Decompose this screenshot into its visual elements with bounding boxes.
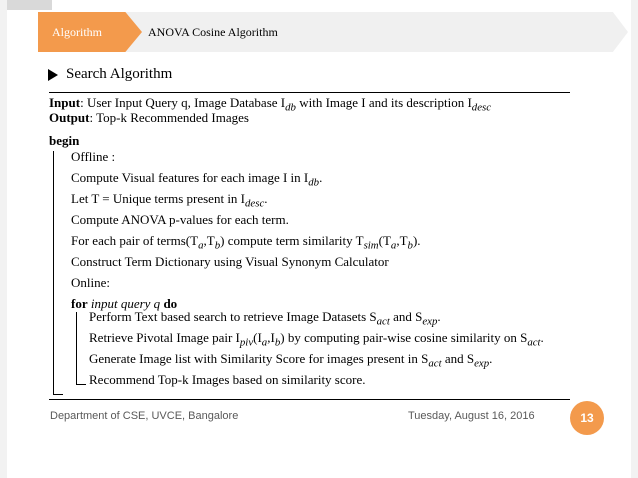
for-block-line	[76, 312, 77, 385]
output-text: : Top-k Recommended Images	[89, 110, 249, 125]
loop1-sub2: exp	[422, 315, 438, 328]
loop3-mid: and S	[441, 351, 475, 366]
algorithm-bottom-rule	[49, 399, 570, 400]
right-frame-border	[631, 0, 638, 478]
loop1-text: Perform Text based search to retrieve Image Datasets S	[89, 309, 377, 324]
step-anova: Compute ANOVA p-values for each term.	[71, 212, 289, 227]
step4-end-mid: ,T	[396, 233, 408, 248]
loop2-mid: (I	[253, 330, 262, 345]
loop2-sub1: piv	[239, 336, 254, 349]
loop-step-pivotal-pair	[89, 330, 544, 349]
step4-end-sub-a: a	[390, 239, 397, 252]
loop2-mid2: ,I	[267, 330, 275, 345]
corner-decoration	[7, 0, 52, 10]
step2-end: .	[264, 191, 268, 206]
loop3-text: Generate Image list with Similarity Score for images present in S	[89, 351, 429, 366]
input-text-2: with Image I and its description I	[295, 95, 472, 110]
loop-step-recommend: Recommend Top-k Images based on similarity score.	[89, 372, 366, 387]
loop2-sub-b: b	[274, 336, 281, 349]
section-heading	[48, 66, 172, 83]
for-keyword: for	[71, 296, 88, 311]
loop2-sub-a: a	[261, 336, 268, 349]
input-label: Input	[49, 95, 81, 110]
step2-sub: desc	[245, 197, 265, 210]
step-term-dictionary: Construct Term Dictionary using Visual Synonym Calculator	[71, 254, 389, 269]
do-keyword: do	[163, 296, 178, 311]
begin-keyword: begin	[49, 133, 80, 148]
algorithm-block	[49, 95, 577, 395]
step-compute-visual	[71, 170, 322, 189]
step-unique-terms	[71, 191, 268, 210]
loop3-sub1: act	[428, 357, 442, 370]
output-label: Output	[49, 110, 90, 125]
algorithm-tab-label: Algorithm	[52, 25, 102, 39]
step4-sub-b: b	[214, 239, 221, 252]
left-frame-border	[0, 0, 7, 478]
step-term-similarity	[71, 233, 421, 252]
page-number-badge: 13	[570, 401, 604, 435]
loop3-end: .	[489, 351, 493, 366]
loop-step-text-search	[89, 309, 441, 328]
step4-end-sub-b: b	[407, 239, 413, 252]
output-line	[49, 110, 249, 126]
input-db-sub: db	[285, 101, 296, 114]
step4-mid: ,T	[203, 233, 215, 248]
step2-text: Let T = Unique terms present in I	[71, 191, 246, 206]
for-text: input query q	[87, 296, 164, 311]
step4-text: For each pair of terms(T	[71, 233, 199, 248]
loop2-sub2: act	[527, 336, 541, 349]
online-label: Online:	[71, 275, 110, 290]
header-bar	[38, 12, 628, 52]
footer-date: Tuesday, August 16, 2016	[408, 410, 535, 422]
step4-end: (T	[378, 233, 391, 248]
offline-label: Offline :	[71, 149, 116, 164]
loop3-sub2: exp	[474, 357, 490, 370]
loop2-mid3: ) by computing pair-wise cosine similarity on S	[280, 330, 528, 345]
slide-title: ANOVA Cosine Algorithm	[148, 25, 278, 39]
input-desc-sub: desc	[471, 101, 492, 114]
section-heading-text: Search Algorithm	[66, 66, 173, 82]
step4-sub-sim: sim	[363, 239, 379, 252]
for-block-end	[76, 384, 86, 385]
step1-sub: db	[308, 176, 320, 189]
loop1-sub1: act	[376, 315, 390, 328]
loop1-end: .	[437, 309, 441, 324]
step4-end2: ).	[412, 233, 421, 248]
begin-block-end	[53, 394, 63, 395]
footer-department: Department of CSE, UVCE, Bangalore	[50, 410, 239, 422]
loop2-text: Retrieve Pivotal Image pair I	[89, 330, 240, 345]
arrow-bullet-icon	[48, 69, 58, 81]
loop1-mid: and S	[389, 309, 423, 324]
step1-end: .	[319, 170, 323, 185]
begin-block-line	[53, 151, 54, 395]
loop-step-similarity-list	[89, 351, 492, 370]
step1-text: Compute Visual features for each image I in I	[71, 170, 309, 185]
loop2-end: .	[540, 330, 544, 345]
step4-mid2: ) compute term similarity T	[220, 233, 364, 248]
step4-sub-a: a	[198, 239, 204, 252]
input-text: : User Input Query q, Image Database I	[80, 95, 286, 110]
algorithm-top-rule	[49, 92, 570, 93]
